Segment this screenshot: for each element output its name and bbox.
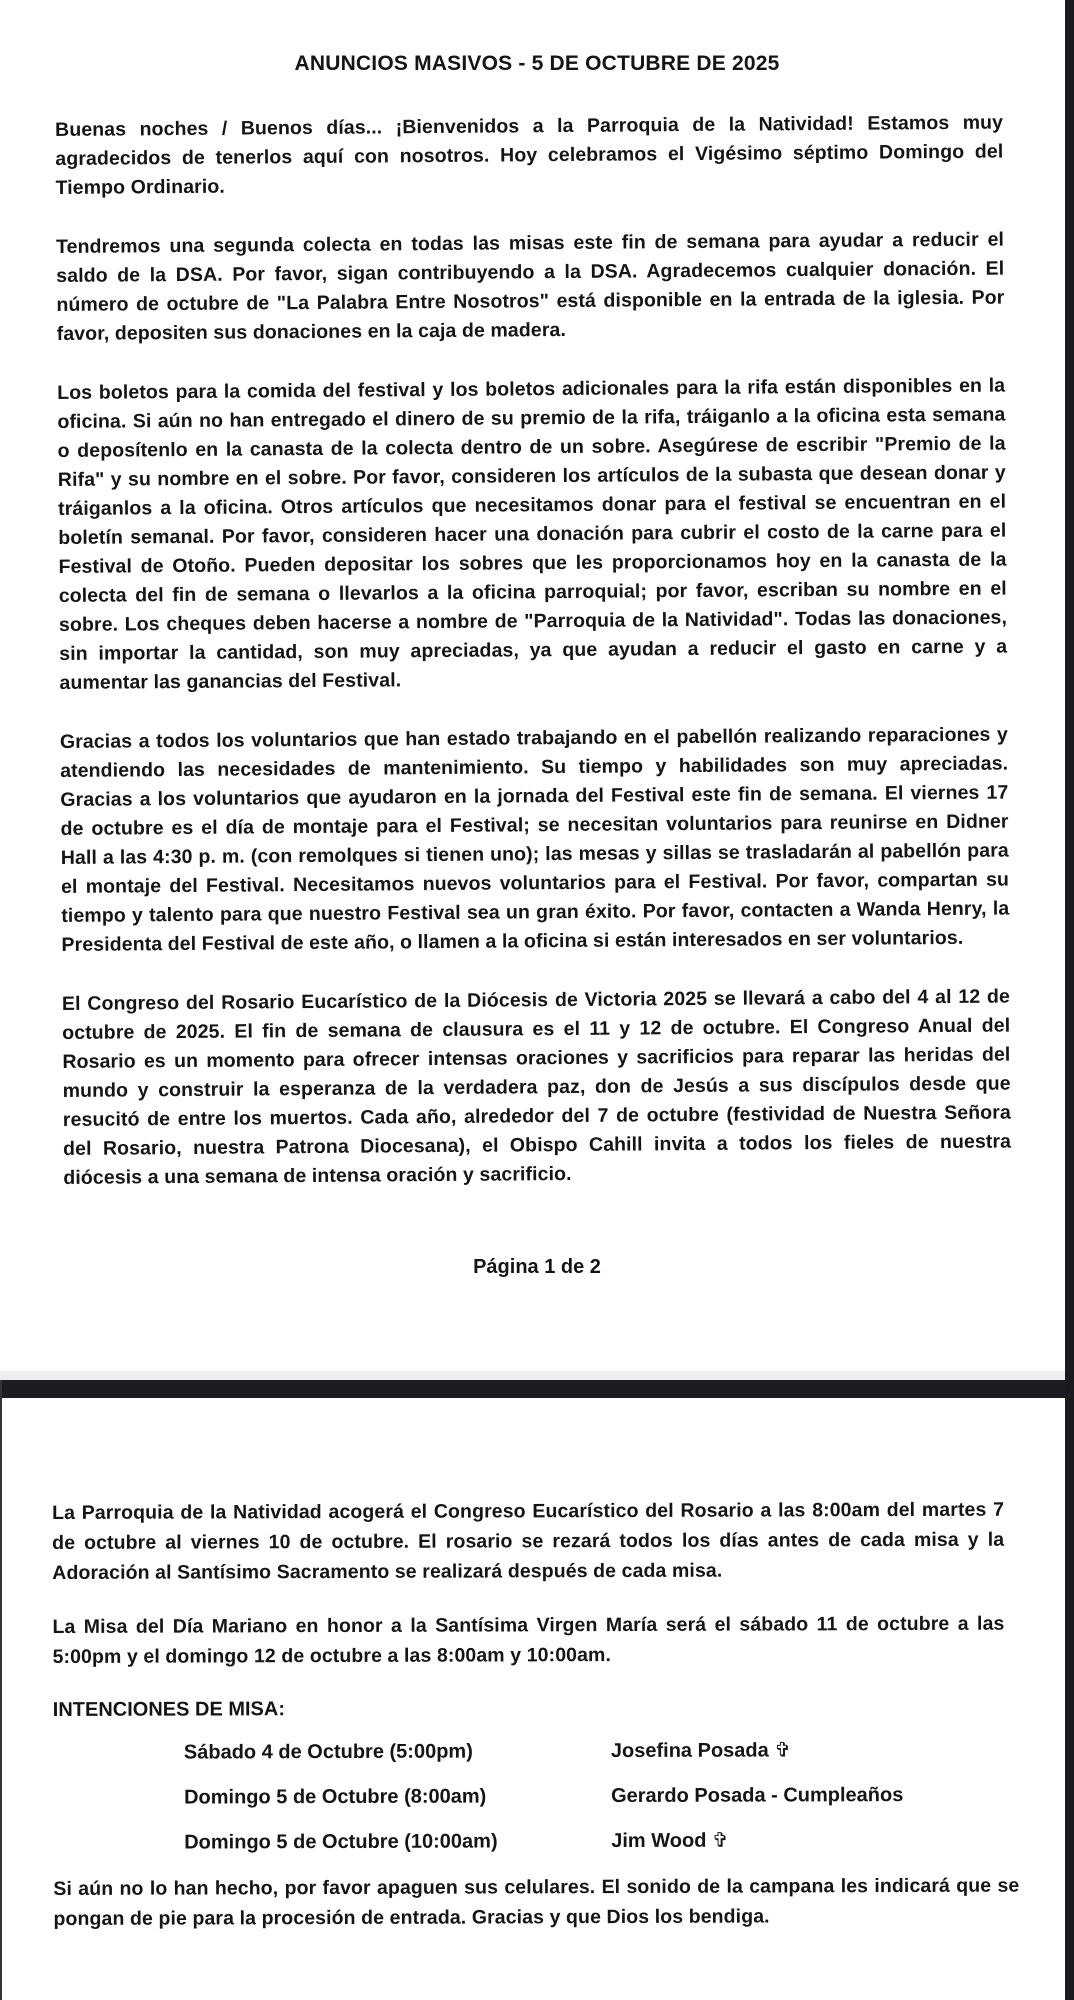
mass-intentions-heading: INTENCIONES DE MISA: (52, 1698, 286, 1721)
paragraph-festival-tickets: Los boletos para la comida del festival y los boletos adicionales para la rifa están disponibles en la oficina. Si aún no han entregado el dinero de su premio de la rifa, tráiganlo a la oficina esta semana o deposítenlo en la canasta de la colecta dentro de un sobre. Asegúrese de escribir "Premio de la Rifa" y su nombre en el sobre. Por favor, consideren los artículos de la subasta que desean donar y tráiganlos a la oficina. Otros artículos que necesitamos donar para el festival se encuentran en el boletín semanal. Por favor, consideren hacer una donación para cubrir el costo de la carne para el Festival de Otoño. Pueden depositar los sobres que les proporcionamos hoy en la canasta de la colecta del fin de semana o llevarlos a la oficina parroquial; por favor, escriban su nombre en el sobre. Los cheques deben hacerse a nombre de "Parroquia de la Natividad". Todas las donaciones, sin importar la cantidad, son muy apreciadas, ya que ayudan a reducir el gasto en carne y a aumentar las ganancias del Festival. (57, 374, 1008, 694)
scan-edge-right (1065, 0, 1074, 2000)
mass-intention-name (611, 1827, 729, 1856)
mass-intention-schedule: Sábado 4 de Octubre (5:00pm) (183, 1740, 473, 1764)
page-2-body (52, 1495, 1020, 1958)
paragraph-rosary-congress: El Congreso del Rosario Eucarístico de la Diócesis de Victoria 2025 se llevará a cabo del 4 al 12 de octubre de 2025. El fin de semana de clausura es el 11 y 12 de octubre. El Congreso Anual del Rosario es un momento para ofrecer intensas oraciones y sacrificios para reparar las heridas del mundo y construir la esperanza de la verdadera paz, don de Jesús a sus discípulos desde que resucitó de entre los muertos. Cada año, alrededor del 7 de octubre (festividad de Nuestra Señora del Rosario, nuestra Patrona Diocesana), el Obispo Cahill invita a todos los fieles de nuestra diócesis a una semana de intensa oración y sacrificio. (61, 985, 1012, 1189)
paragraph-congress-hosting: La Parroquia de la Natividad acogerá el Congreso Eucarístico del Rosario a las 8:00am del martes 7 de octubre al viernes 10 de octubre. El rosario se rezará todos los días antes de cada misa y la Adoración al Santísimo Sacramento se realizará después de cada misa. (52, 1498, 1005, 1584)
memorial-cross-icon: ✞ (711, 1829, 729, 1852)
paragraph-closing: Si aún no lo han hecho, por favor apaguen sus celulares. El sonido de la campana les indicará que se pongan de pie para la procesión de entrada. Gracias y que Dios los bendiga. (53, 1874, 1020, 1930)
mass-intention-person: Jim Wood (611, 1829, 707, 1853)
paragraph-volunteers: Gracias a todos los voluntarios que han estado trabajando en el pabellón realizando reparaciones y atendiendo las necesidades de mantenimiento. Su tiempo y habilidades son muy apreciadas. Gracias a los voluntarios que ayudaron en la jornada del Festival este fin de semana. El viernes 17 de octubre es el día de montaje para el Festival; se necesitan voluntarios para reunirse en Didner Hall a las 4:30 p. m. (con remolques si tienen uno); las mesas y sillas se trasladarán al pabellón para el montaje del Festival. Necesitamos nuevos voluntarios para el Festival. Por favor, compartan su tiempo y talento para que nuestro Festival sea un gran éxito. Por favor, contacten a Wanda Henry, la Presidenta del Festival de este año, o llamen a la oficina si están interesados en ser voluntarios. (59, 723, 1010, 956)
mass-intention-person: Josefina Posada (610, 1739, 769, 1763)
paragraph-welcome: Buenas noches / Buenos días... ¡Bienvenidos a la Parroquia de la Natividad! Estamos muy agradecidos de tenerlos aquí con nosotros. Hoy celebramos el Vigésimo séptimo Domingo del Tiempo Ordinario. (55, 111, 1004, 199)
mass-intention-row (53, 1736, 1005, 1768)
page-number: Página 1 de 2 (473, 1256, 601, 1278)
paragraph-marian-mass: La Misa del Día Mariano en honor a la Santísima Virgen María será el sábado 11 de octubre a las 5:00pm y el domingo 12 de octubre a las 8:00am y 10:00am. (52, 1612, 1005, 1668)
mass-intention-name (611, 1736, 791, 1766)
page-title: ANUNCIOS MASIVOS - 5 DE OCTUBRE DE 2025 (294, 52, 780, 75)
page-edge-shadow (0, 1371, 1074, 1380)
mass-intention-row (53, 1781, 1005, 1813)
page-2 (0, 1398, 1074, 2000)
mass-intention-name (611, 1781, 903, 1811)
page-1-body (55, 109, 1012, 1223)
mass-intention-schedule: Domingo 5 de Octubre (8:00am) (184, 1785, 487, 1809)
paragraph-second-collection: Tendremos una segunda colecta en todas las misas este fin de semana para ayudar a reducir el saldo de la DSA. Por favor, sigan contribuyendo a la DSA. Agradecemos cualquier donación. El número de octubre de "La Palabra Entre Nosotros" está disponible en la entrada de la iglesia. Por favor, depositen sus donaciones en la caja de madera. (55, 228, 1005, 345)
mass-intention-schedule: Domingo 5 de Octubre (10:00am) (184, 1830, 498, 1854)
scan-separator-band (0, 1380, 1074, 1398)
memorial-cross-icon: ✞ (774, 1739, 792, 1762)
mass-intention-person: Gerardo Posada - Cumpleaños (611, 1784, 904, 1808)
mass-intention-row (53, 1826, 1005, 1858)
scan-edge-left (0, 1380, 2, 2000)
